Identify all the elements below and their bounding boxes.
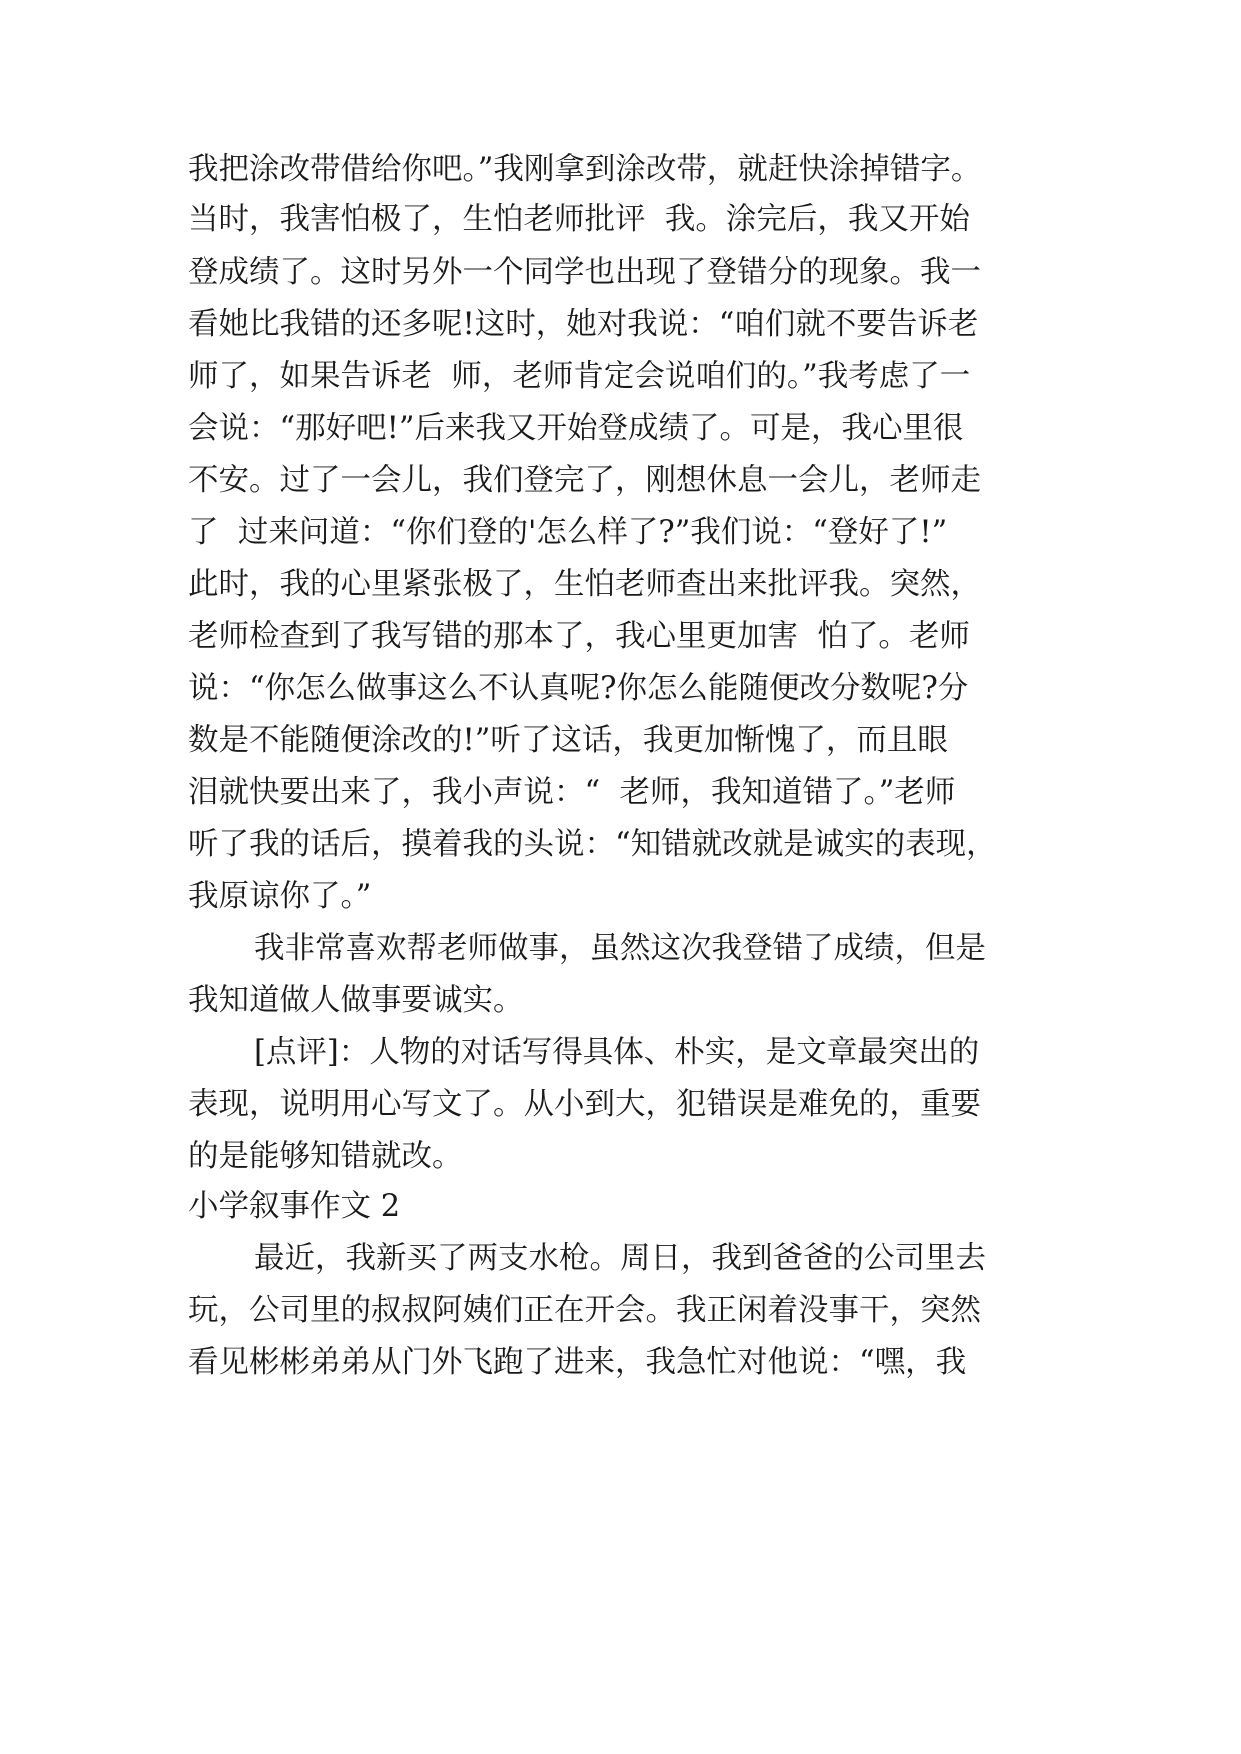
text-line: 看见彬彬弟弟从门外飞跑了进来，我急忙对他说：“嘿，我: [188, 1345, 967, 1380]
section-heading: 小学叙事作文 2: [188, 1189, 401, 1224]
text-line: 看她比我错的还多呢!这时，她对我说：“咱们就不要告诉老: [188, 307, 979, 342]
text-line: 说：“你怎么做事这么不认真呢?你怎么能随便改分数呢?分: [188, 671, 969, 706]
paragraph-first-line: 我非常喜欢帮老师做事，虽然这次我登错了成绩，但是: [254, 931, 986, 966]
text-line: 我把涂改带借给你吧。”我刚拿到涂改带，就赶快涂掉错字。: [188, 152, 982, 187]
text-line: 了 过来问道：“你们登的'怎么样了?”我们说：“登好了!”: [188, 515, 948, 550]
text-line: 我知道做人做事要诚实。: [188, 983, 524, 1018]
text-line: 的是能够知错就改。: [188, 1139, 463, 1174]
text-line: 登成绩了。这时另外一个同学也出现了登错分的现象。我一: [188, 255, 981, 290]
text-line: 听了我的话后，摸着我的头说：“知错就改就是诚实的表现，: [188, 827, 997, 862]
text-line: 师了，如果告诉老 师，老师肯定会说咱们的。”我考虑了一: [188, 359, 971, 394]
text-line: 会说：“那好吧!”后来我又开始登成绩了。可是，我心里很: [188, 411, 964, 446]
text-line: 数是不能随便涂改的!”听了这话，我更加惭愧了，而且眼: [188, 723, 948, 758]
text-line: 此时，我的心里紧张极了，生怕老师查出来批评我。突然，: [188, 567, 981, 602]
text-line: 表现，说明用心写文了。从小到大，犯错误是难免的，重要: [188, 1087, 981, 1122]
text-line: 玩，公司里的叔叔阿姨们正在开会。我正闲着没事干，突然: [188, 1293, 981, 1328]
text-line: 当时，我害怕极了，生怕老师批评 我。涂完后，我又开始: [188, 202, 970, 237]
text-line: 老师检查到了我写错的那本了，我心里更加害 怕了。老师: [188, 619, 970, 654]
text-line: 我原谅你了。”: [188, 879, 372, 914]
text-line: 不安。过了一会儿，我们登完了，刚想休息一会儿，老师走: [188, 463, 981, 498]
paragraph-first-line: 最近，我新买了两支水枪。周日，我到爸爸的公司里去: [254, 1241, 986, 1276]
comment-first-line: [点评]：人物的对话写得具体、朴实，是文章最突出的: [254, 1035, 980, 1070]
text-line: 泪就快要出来了，我小声说：“ 老师，我知道错了。”老师: [188, 775, 956, 810]
